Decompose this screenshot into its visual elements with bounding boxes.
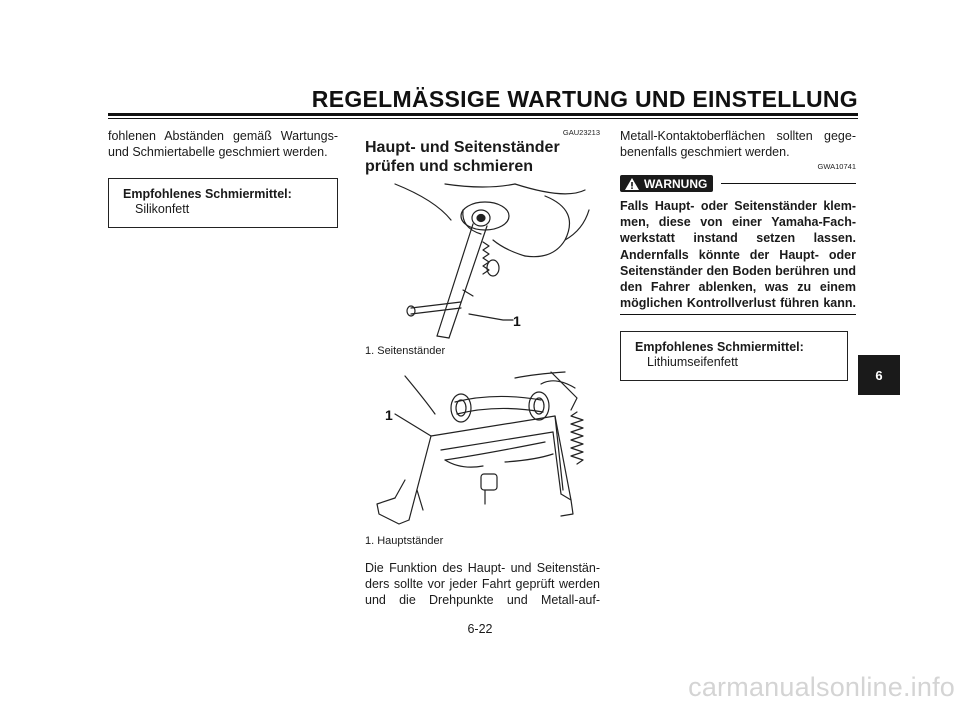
lubricant-box-silikonfett	[108, 178, 338, 228]
intro-text-line: fohlenen Abständen gemäß Wartungs-	[108, 129, 338, 143]
warning-line: werkstatt instand setzen lassen.	[620, 231, 856, 246]
warning-badge	[620, 175, 713, 192]
warning-end-rule	[620, 314, 856, 315]
figure-callout-number: 1	[513, 313, 521, 329]
header-rule	[108, 113, 858, 116]
lubricant-box-title: Empfohlenes Schmiermittel:	[123, 187, 292, 201]
warning-line: Falls Haupt- oder Seitenständer klem-	[620, 199, 856, 213]
intro-text-line: und Schmiertabelle geschmiert werden.	[108, 145, 328, 159]
warning-header-rule	[721, 183, 856, 184]
left-column	[108, 128, 338, 228]
page-number: 6-22	[467, 622, 493, 636]
warning-header	[620, 175, 856, 192]
warning-line: Seitenständer den Boden berühren und	[620, 263, 856, 278]
warning-line: möglichen Kontrollverlust führen kann.	[620, 296, 856, 311]
lubricant-box-lithiumseifenfett	[620, 331, 848, 381]
header-rule-thin	[108, 118, 858, 119]
lubricant-box-value: Silikonfett	[135, 202, 190, 216]
stand-check-paragraph	[365, 560, 600, 608]
paragraph-line: Die Funktion des Haupt- und Seitenstän-	[365, 561, 600, 575]
warning-triangle-icon	[624, 177, 640, 191]
section-title	[365, 138, 600, 176]
chapter-tab: 6	[858, 355, 900, 395]
figure-side-stand	[365, 180, 600, 342]
watermark: carmanualsonline.info	[688, 672, 955, 702]
right-column	[620, 128, 856, 381]
figure-main-stand	[365, 370, 600, 532]
warning-line: Andernfalls könnte der Haupt- oder	[620, 247, 856, 262]
main-stand-illustration	[365, 370, 600, 532]
figure-callout-number: 1	[385, 407, 393, 423]
paragraph-line: benenfalls geschmiert werden.	[620, 145, 790, 159]
lubricant-box-title: Empfohlenes Schmiermittel:	[635, 340, 804, 355]
middle-column	[365, 128, 600, 608]
figure-caption: 1. Hauptständer	[365, 535, 444, 547]
warning-line: den Fahrer ablenken, was zu einem	[620, 280, 856, 295]
paragraph-line: Metall-Kontaktoberflächen sollten gege-	[620, 129, 856, 143]
warning-line: men, diese von einer Yamaha-Fach-	[620, 215, 856, 230]
warning-text	[620, 198, 856, 311]
lubricant-box-value: Lithiumseifenfett	[647, 355, 739, 370]
side-stand-illustration	[365, 180, 600, 342]
section-title-line: prüfen und schmieren	[365, 158, 534, 175]
figure-caption: 1. Seitenständer	[365, 345, 446, 357]
section-title-line: Haupt- und Seitenständer	[365, 139, 560, 156]
page-header-title: REGELMÄSSIGE WARTUNG UND EINSTELLUNG	[311, 86, 858, 112]
paragraph-line: ders sollte vor jeder Fahrt geprüft werden	[365, 577, 600, 591]
warning-label: WARNUNG	[644, 176, 708, 191]
paragraph-line: und die Drehpunkte und Metall-auf-	[365, 593, 600, 607]
warning-code: GWA10741	[817, 162, 856, 171]
section-code: GAU23213	[562, 128, 600, 137]
